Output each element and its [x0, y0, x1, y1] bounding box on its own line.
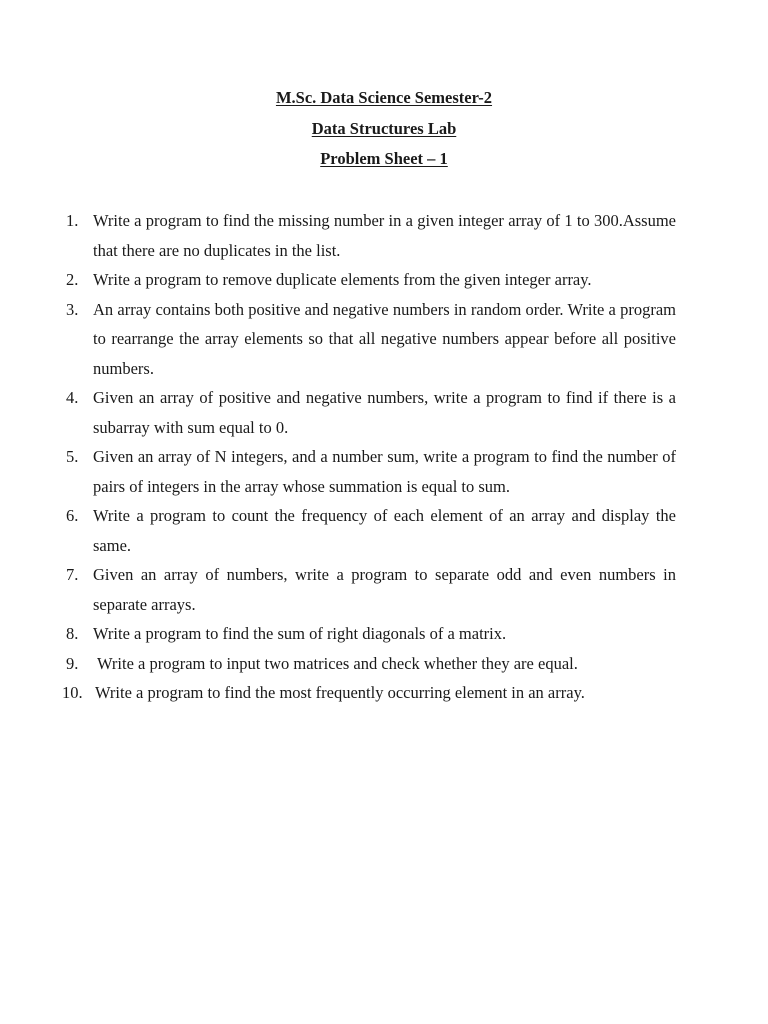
problem-item-3 — [66, 295, 676, 384]
problem-text: Given an array of positive and negative numbers, write a program to find if there is a subarray with sum equal to 0. — [93, 388, 676, 437]
problem-number: 10. — [62, 683, 83, 702]
problem-item-5 — [66, 442, 676, 501]
problem-number: 8. — [66, 624, 79, 643]
problem-text: Write a program to remove duplicate elements from the given integer array. — [93, 270, 592, 289]
problem-text: Write a program to count the frequency of each element of an array and display the same. — [93, 506, 676, 555]
problem-number: 7. — [66, 565, 79, 584]
problem-item-2 — [66, 265, 676, 295]
problem-number: 5. — [66, 447, 79, 466]
problem-text: An array contains both positive and negative numbers in random order. Write a program to rearrange the array elements so that all negative numbers appear before all positive numbers. — [93, 299, 676, 378]
problem-item-9 — [66, 649, 676, 679]
problem-item-8 — [66, 619, 676, 649]
problem-number: 6. — [66, 506, 79, 525]
problem-text: Write a program to find the most frequently occurring element in an array. — [95, 683, 585, 702]
problem-text: Given an array of numbers, write a program to separate odd and even numbers in separate arrays. — [93, 565, 676, 614]
problem-text: Write a program to find the sum of right diagonals of a matrix. — [93, 624, 507, 643]
problem-number: 3. — [66, 299, 79, 319]
problem-number: 1. — [66, 211, 79, 230]
course-title: Data Structures Lab — [311, 119, 457, 138]
problem-item-7 — [66, 560, 676, 619]
problem-text: Write a program to input two matrices and check whether they are equal. — [97, 653, 578, 673]
sheet-title: Problem Sheet – 1 — [320, 149, 448, 168]
problem-text: Write a program to find the missing number in a given integer array of 1 to 300.Assume that there are no duplicates in the list. — [93, 211, 676, 260]
problem-item-6 — [66, 501, 676, 560]
problem-item-4 — [66, 383, 676, 442]
problem-number: 9. — [66, 653, 79, 673]
problem-text: Given an array of N integers, and a number sum, write a program to find the number of pairs of integers in the array whose summation is equal to sum. — [93, 447, 676, 496]
program-title: M.Sc. Data Science Semester-2 — [275, 88, 493, 107]
problem-list — [62, 206, 676, 708]
problem-item-1 — [66, 206, 676, 265]
problem-number: 2. — [66, 270, 79, 289]
problem-number: 4. — [66, 388, 79, 407]
problem-item-10 — [62, 678, 676, 708]
